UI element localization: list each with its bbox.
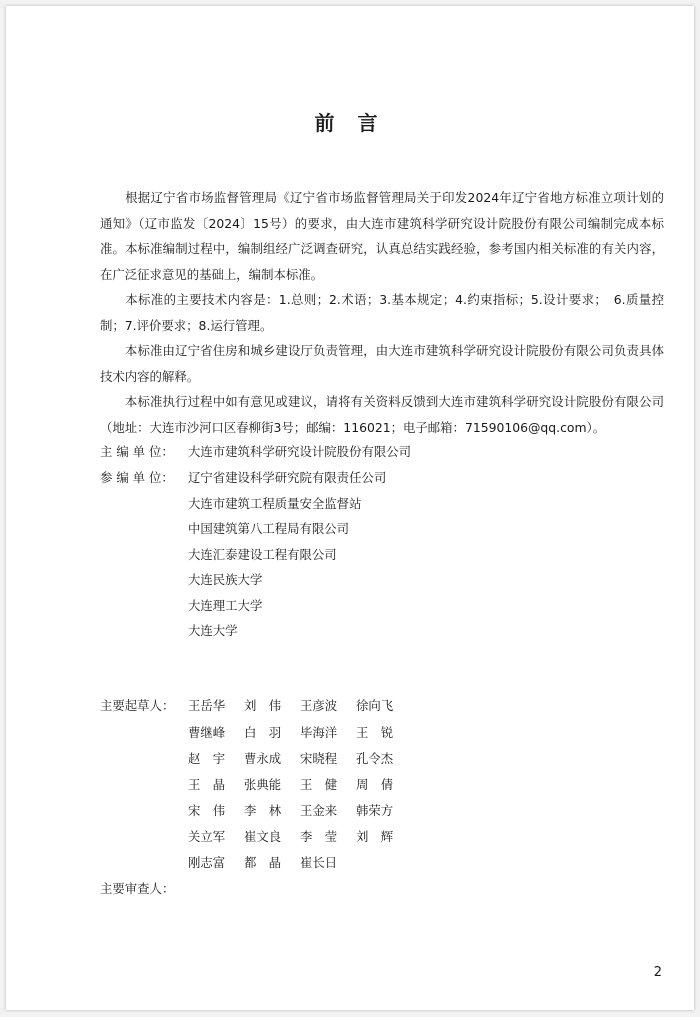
drafter-name: 刘 伟 (244, 698, 282, 713)
reviewers-label: 主要审查人： (100, 881, 175, 896)
drafter-name: 孔令杰 (356, 751, 394, 766)
page-number: 2 (653, 965, 662, 980)
paragraph-2-text: 本标准的主要技术内容是：1.总则；2.术语；3.基本规定；4.约束指标；5.设计要求； 6.质量控制；7.评价要求；8.运行管理。 (100, 292, 664, 333)
drafter-name: 刘 辉 (356, 829, 394, 844)
participating-unit: 大连大学 (188, 623, 238, 638)
drafter-name: 张典能 (244, 777, 282, 792)
drafter-name: 宋 伟 (188, 803, 226, 818)
drafter-name: 王 锐 (356, 725, 394, 740)
paragraph-3-text: 本标准由辽宁省住房和城乡建设厅负责管理，由大连市建筑科学研究设计院股份有限公司负责具体技术内容的解释。 (100, 343, 664, 384)
paragraph-1 (100, 185, 664, 287)
drafter-name: 李 林 (244, 803, 282, 818)
drafter-name: 崔文良 (244, 829, 282, 844)
paragraph-4-text: 本标准执行过程中如有意见或建议，请将有关资料反馈到大连市建筑科学研究设计院股份有限公司（地址：大连市沙河口区春柳街3号；邮编：116021；电子邮箱：71590106@qq.com）。 (100, 394, 664, 435)
drafter-name: 赵 宇 (188, 751, 226, 766)
participating-unit: 大连民族大学 (188, 572, 263, 587)
paragraph-3 (100, 338, 664, 389)
drafter-name: 刚志富 (188, 855, 226, 870)
drafter-name: 都 晶 (244, 855, 282, 870)
foreword-body (100, 185, 664, 440)
drafter-name: 宋晓程 (300, 751, 338, 766)
participating-unit: 辽宁省建设科学研究院有限责任公司 (188, 470, 387, 485)
page-title: 前 言 (314, 111, 386, 135)
participating-unit: 大连理工大学 (188, 598, 263, 613)
drafter-name: 王 健 (300, 777, 338, 792)
chief-unit-label: 主 编 单 位： (100, 444, 174, 459)
drafter-name: 王岳华 (188, 698, 226, 713)
drafter-name: 白 羽 (244, 725, 282, 740)
participating-unit: 大连市建筑工程质量安全监督站 (188, 496, 362, 511)
drafter-name: 关立军 (188, 829, 226, 844)
paragraph-1-text: 根据辽宁省市场监督管理局《辽宁省市场监督管理局关于印发2024年辽宁省地方标准立项计划的通知》（辽市监发〔2024〕15号）的要求，由大连市建筑科学研究设计院股份有限公司编制完成本标准。本标准编制过程中，编制组经广泛调查研究，认真总结实践经验，参考国内相关标准的有关内容，在广泛征求意见的基础上，编制本标准。 (100, 190, 664, 282)
drafter-name: 周 倩 (356, 777, 394, 792)
paragraph-4 (100, 389, 664, 440)
drafter-name: 王金来 (300, 803, 338, 818)
drafter-name: 曹永成 (244, 751, 282, 766)
drafter-name: 韩荣方 (356, 803, 394, 818)
drafter-name: 王 晶 (188, 777, 226, 792)
drafters-label: 主要起草人： (100, 698, 175, 713)
drafter-name: 王彦波 (300, 698, 338, 713)
participating-unit: 中国建筑第八工程局有限公司 (188, 521, 350, 536)
paragraph-2 (100, 287, 664, 338)
drafter-name: 毕海洋 (300, 725, 338, 740)
drafter-name: 李 莹 (300, 829, 338, 844)
drafter-name: 徐向飞 (356, 698, 394, 713)
participating-unit: 大连汇泰建设工程有限公司 (188, 547, 337, 562)
participating-units-label: 参 编 单 位： (100, 470, 174, 485)
chief-unit-name: 大连市建筑科学研究设计院股份有限公司 (188, 444, 412, 459)
drafter-name: 曹继峰 (188, 725, 226, 740)
drafter-name: 崔长日 (300, 855, 338, 870)
